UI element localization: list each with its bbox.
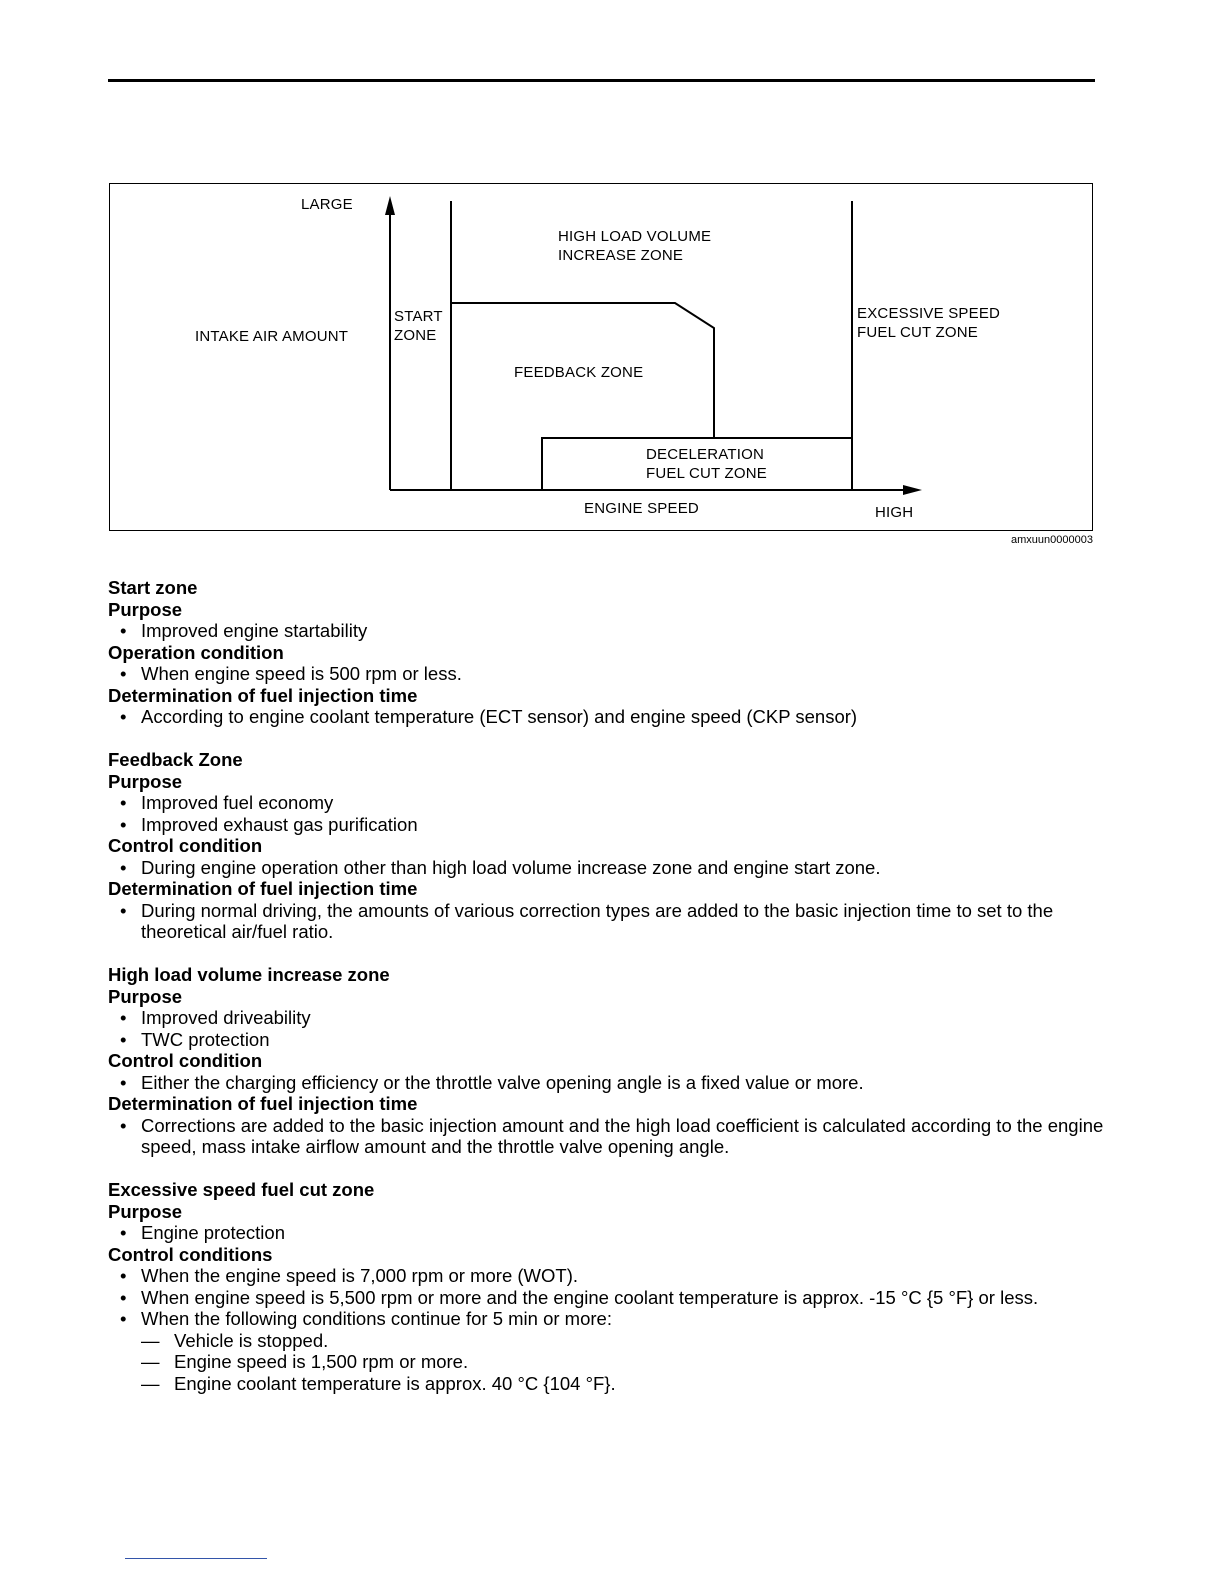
high-load-zone-line-1: HIGH LOAD VOLUME [558,228,712,245]
sub-item: — Engine coolant temperature is approx. 40 °C {104 °F}. [108,1373,1108,1395]
bullet-item: • When engine speed is 5,500 rpm or more and the engine coolant temperature is approx. -15 °C {5 °F} or less. [108,1287,1108,1309]
excessive-speed-zone-line-1: EXCESSIVE SPEED [857,305,1001,322]
bullet-item: • Either the charging efficiency or the throttle valve opening angle is a fixed value or more. [108,1072,1108,1094]
high-load-zone-line-2: INCREASE ZONE [558,247,684,264]
footer-link-underline [125,1558,267,1559]
bullet-item: • Improved exhaust gas purification [108,814,1108,836]
start-zone-label [394,307,443,345]
x-axis-high-label: HIGH [875,504,914,521]
excessive-speed-zone-label [857,304,1000,342]
bullet-item: • When engine speed is 500 rpm or less. [108,663,1108,685]
bullet-item: • Corrections are added to the basic injection amount and the high load coefficient is calculated according to the engine speed, mass intake airflow amount and the throttle valve opening angle. [108,1115,1108,1158]
section-title: High load volume increase zone [108,964,390,985]
section-1 [108,749,1108,943]
section-title: Start zone [108,577,198,598]
group-heading: Purpose [108,985,183,1007]
start-zone-line-1: START [394,308,443,325]
bullet-item: • When the engine speed is 7,000 rpm or more (WOT). [108,1265,1108,1287]
bullet-item: • Improved driveability [108,1007,1108,1029]
bullet-item: • When the following conditions continue for 5 min or more: [108,1308,1108,1330]
section-3 [108,1179,1108,1394]
group-heading: Control condition [108,1050,263,1071]
sub-item: — Engine speed is 1,500 rpm or more. [108,1351,1108,1373]
high-load-zone-label [558,227,711,265]
group-heading: Purpose [108,598,183,620]
section-0 [108,577,1108,728]
deceleration-zone-label [646,445,767,483]
bullet-item: • TWC protection [108,1029,1108,1051]
zone-descriptions [108,577,1108,1416]
bullet-item: • Engine protection [108,1222,1108,1244]
feedback-zone-label: FEEDBACK ZONE [514,364,644,381]
excessive-speed-zone-line-2: FUEL CUT ZONE [857,324,978,341]
group-heading: Control conditions [108,1243,273,1265]
bullet-item: • During engine operation other than high load volume increase zone and engine start zone. [108,857,1108,879]
x-axis-arrowhead [903,485,922,495]
section-title: Feedback Zone [108,749,243,770]
bullet-item: • During normal driving, the amounts of various correction types are added to the basic injection time to set to the theoretical air/fuel ratio. [108,900,1108,943]
figure-id: amxuun0000003 [1011,534,1093,546]
y-axis-large-label: LARGE [301,196,353,213]
x-axis-title: ENGINE SPEED [584,500,699,517]
fuel-injection-zone-diagram [109,183,1093,531]
group-heading: Purpose [108,1200,183,1222]
bullet-item: • Improved engine startability [108,620,1108,642]
section-2 [108,964,1108,1158]
header-rule [108,79,1095,82]
deceleration-zone-line-1: DECELERATION [646,446,764,463]
sub-item: — Vehicle is stopped. [108,1330,1108,1352]
deceleration-zone-line-2: FUEL CUT ZONE [646,465,767,482]
group-heading: Control condition [108,835,263,856]
group-heading: Determination of fuel injection time [108,1093,418,1114]
group-heading: Purpose [108,770,183,792]
group-heading: Determination of fuel injection time [108,684,418,706]
bullet-item: • According to engine coolant temperature (ECT sensor) and engine speed (CKP sensor) [108,706,1108,728]
group-heading: Determination of fuel injection time [108,878,418,899]
section-title: Excessive speed fuel cut zone [108,1179,375,1200]
start-zone-line-2: ZONE [394,327,437,344]
y-axis-arrowhead [385,196,395,215]
bullet-item: • Improved fuel economy [108,792,1108,814]
y-axis-title: INTAKE AIR AMOUNT [195,328,349,345]
group-heading: Operation condition [108,641,284,663]
